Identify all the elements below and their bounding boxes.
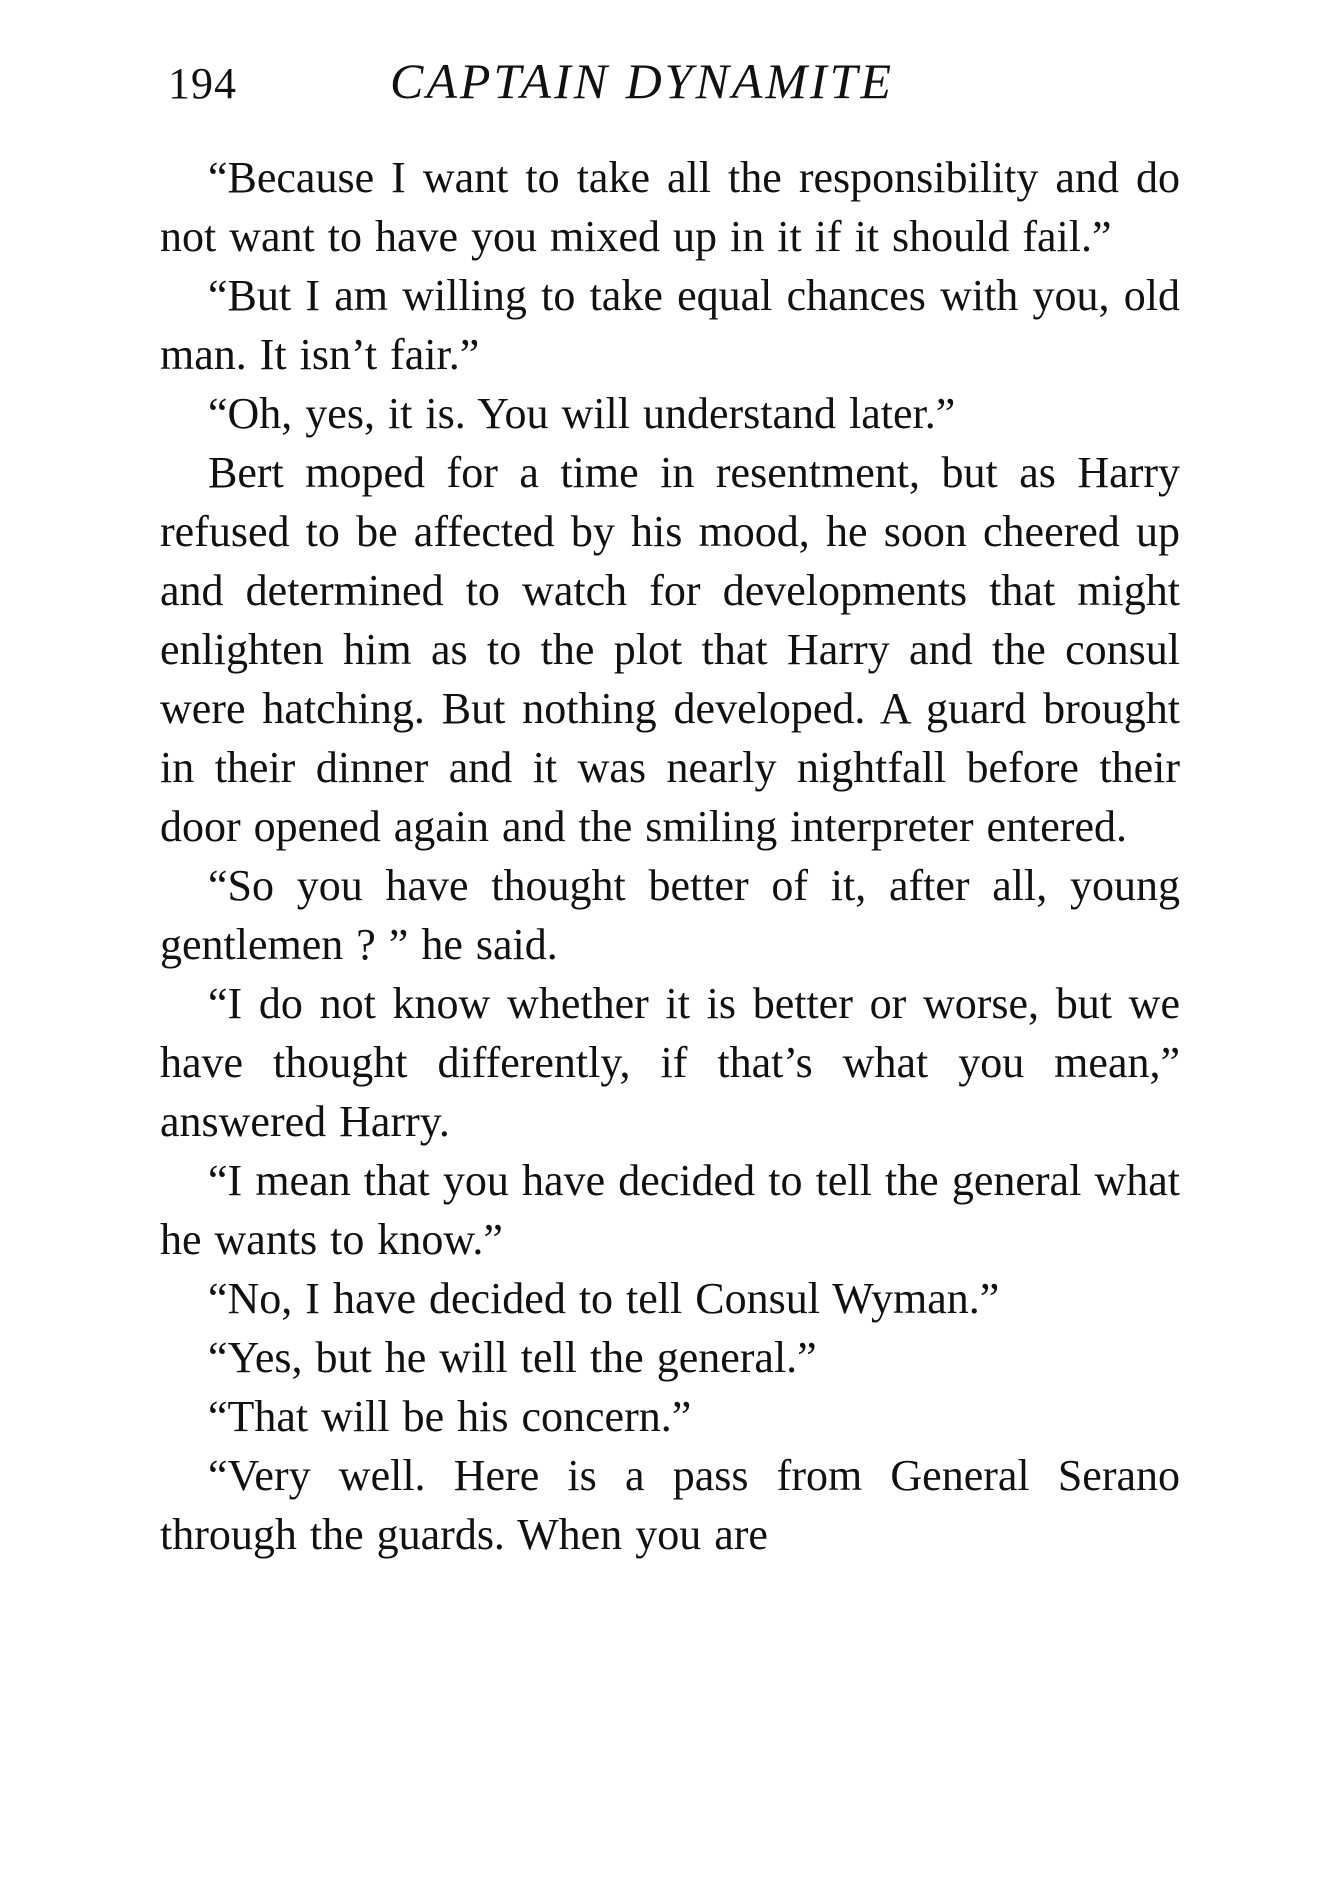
paragraph: “No, I have decided to tell Consul Wyman.” <box>208 1274 1000 1323</box>
paragraph: “Oh, yes, it is. You will understand later.” <box>208 389 956 438</box>
paragraph: “Yes, but he will tell the general.” <box>208 1333 817 1382</box>
paragraph: “I mean that you have decided to tell the general what he wants to know.” <box>160 1156 1180 1264</box>
paragraph: “I do not know whether it is better or worse, but we have thought differently, if that’s what you mean,” answered Harry. <box>160 979 1180 1146</box>
body-text <box>160 148 1180 1564</box>
running-title: CAPTAIN DYNAMITE <box>390 53 895 109</box>
paragraph: “That will be his concern.” <box>208 1392 692 1441</box>
paragraph: Bert moped for a time in resentment, but as Harry refused to be affected by his mood, he soon cheered up and determined to watch for developments that might enlighten him as to the plot that Harry and the consul were hatching. But nothing developed. A guard brought in their dinner and it was nearly nightfall before their door opened again and the smiling interpreter entered. <box>160 448 1180 851</box>
paragraph: “So you have thought better of it, after all, young gentlemen ? ” he said. <box>160 861 1180 969</box>
page-header <box>160 52 1180 122</box>
paragraph: “Very well. Here is a pass from General Serano through the guards. When you are <box>160 1451 1180 1559</box>
paragraph: “But I am willing to take equal chances with you, old man. It isn’t fair.” <box>160 271 1180 379</box>
page-number: 194 <box>168 59 237 108</box>
paragraph: “Because I want to take all the responsibility and do not want to have you mixed up in it if it should fail.” <box>160 153 1180 261</box>
